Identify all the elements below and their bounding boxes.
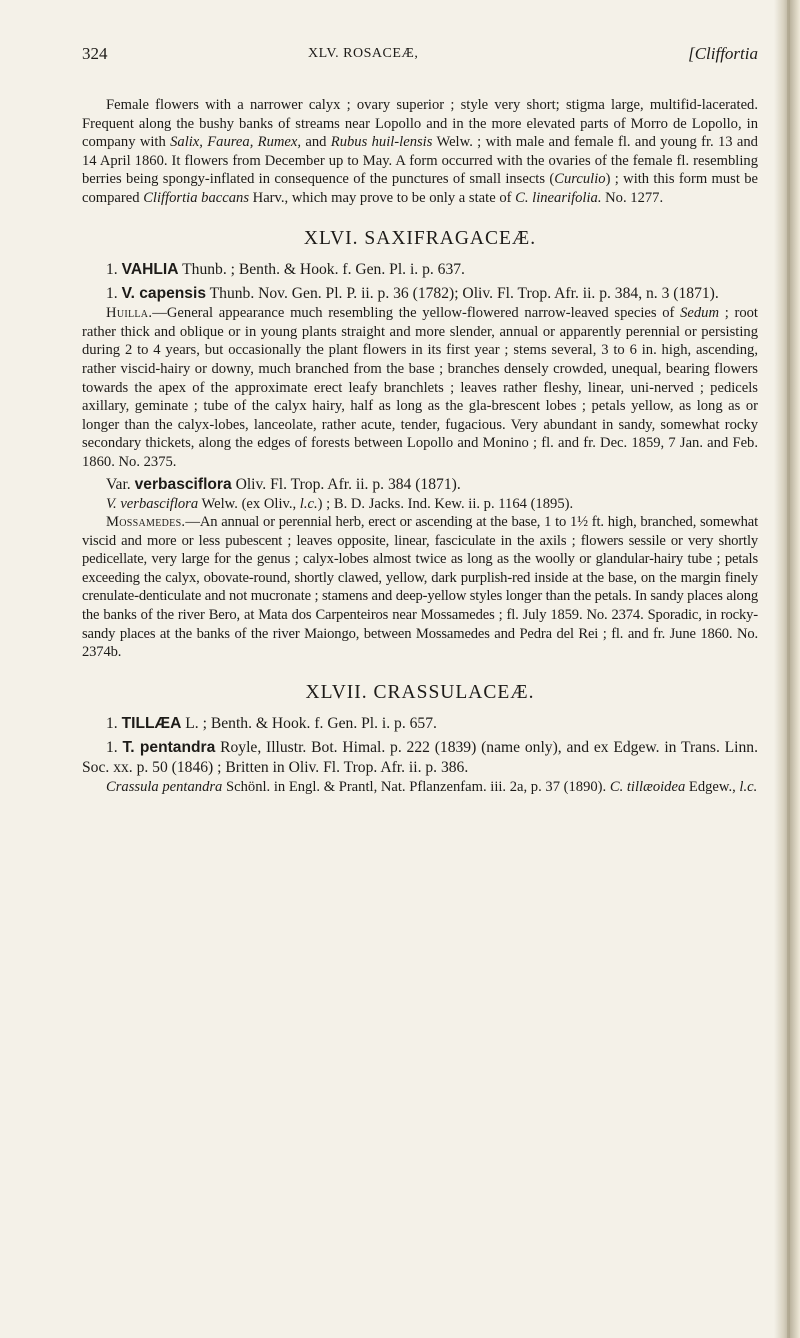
variety-verbasciflora: Var. verbasciflora Oliv. Fl. Trop. Afr. ii. p. 384 (1871). (106, 475, 461, 493)
page-number: 324 (82, 44, 108, 63)
variety-synonym: V. verbasciflora Welw. (ex Oliv., l.c.) ; B. D. Jacks. Ind. Kew. ii. p. 1164 (1895). (106, 495, 574, 512)
variety-description: Mossamedes.—An annual or perennial herb, erect or ascending at the base, 1 to 1½ ft. high, branched, somewhat viscid and more or less pubescent ; leaves opposite, linear, fasciculate in the axils ; flowers sessile or very shortly pedicellate, very large for the genus ; calyx-lobes almost twice as long as the woolly or glandular-hairy tube ; petals exceeding the calyx, obovate-round, shortly clawed, yellow, dark purplish-red inside at the base, on the margin finely crenulate-denticulate and not mucronate ; stamens and deep-yellow styles longer than the petals. In sandy places along the banks of the river Bero, at Mata dos Carpenteiros near Mossamedes ; fl. July 1859. No. 2374. Sporadic, in rocky-sandy places at the banks of the river Maiongo, between Mossamedes and Pedra del Rei ; fl. and fr. June 1860. No. 2374b. (82, 514, 758, 661)
family-heading-crassulaceae: XLVII. CRASSULACEÆ. (305, 681, 535, 703)
body-text (82, 96, 758, 797)
female-flowers-paragraph: Female flowers with a narrower calyx ; ovary superior ; style very short; stigma large, multifid-lacerated. Frequent along the bushy banks of streams near Lopollo and in the more elevated parts of Morro de Lopollo, in company with Salix, Faurea, Rumex, and Rubus huil-lensis Welw. ; with male and female fl. and young fr. 13 and 14 April 1860. It flowers from December up to May. A form occurred with the ovaries of the female fl. resembling berries being spongy-inflated in consequence of the punctures of small insects (Curculio) ; with this form must be compared Cliffortia baccans Harv., which may prove to be only a state of C. linearifolia. No. 1277. (82, 97, 758, 206)
species-vahlia-capensis: 1. V. capensis Thunb. Nov. Gen. Pl. P. ii. p. 36 (1782); Oliv. Fl. Trop. Afr. ii. p. 384, n. 3 (1871). (106, 285, 719, 303)
tillaea-synonyms: Crassula pentandra Schönl. in Engl. & Prantl, Nat. Pflanzenfam. iii. 2a, p. 37 (1890). C. tillæoidea Edgew., l.c. (106, 779, 758, 796)
genus-tillaea: 1. TILLÆA L. ; Benth. & Hook. f. Gen. Pl. i. p. 657. (106, 715, 437, 733)
section-title: XLV. ROSACEÆ, (308, 46, 419, 61)
page (82, 0, 762, 1338)
page-edge-line (787, 0, 790, 1338)
species-tillaea-pentandra: 1. T. pentandra Royle, Illustr. Bot. Himal. p. 222 (1839) (name only), and ex Edgew. in Trans. Linn. Soc. xx. p. 50 (1846) ; Britten in Oliv. Fl. Trop. Afr. ii. p. 386. (82, 739, 758, 777)
running-genus: [Cliffortia (688, 44, 758, 63)
genus-vahlia: 1. VAHLIA Thunb. ; Benth. & Hook. f. Gen. Pl. i. p. 637. (106, 261, 465, 279)
family-heading-saxifragaceae: XLVI. SAXIFRAGACEÆ. (303, 227, 537, 249)
vahlia-description: Huilla.—General appearance much resembling the yellow-flowered narrow-leaved species of Sedum ; root rather thick and oblique or in young plants straight and more slender, annual or apparently perennial or persisting during 2 to 4 years, but occasionally the plant flowers in its first year ; stems several, 3 to 6 in. high, ascending, rather viscid-hairy or downy, much branched from the base ; branches densely crowded, unequal, bearing flowers towards the apex of the approximate erect leafy branchlets ; leaves rather fleshy, linear, uni-nerved ; pedicels axillary, geminate ; tube of the calyx hairy, half as long as the gla-brescent lobes ; petals yellow, as long as or longer than the calyx-lobes, lanceolate, rather acute, tender, fugacious. Very abundant in sandy, somewhat rocky secondary thickets, along the edges of forests between Lopollo and Monino ; fl. and fr. Dec. 1859, 7 Jan. and Feb. 1860. No. 2375. (82, 305, 758, 470)
running-head (82, 44, 758, 68)
